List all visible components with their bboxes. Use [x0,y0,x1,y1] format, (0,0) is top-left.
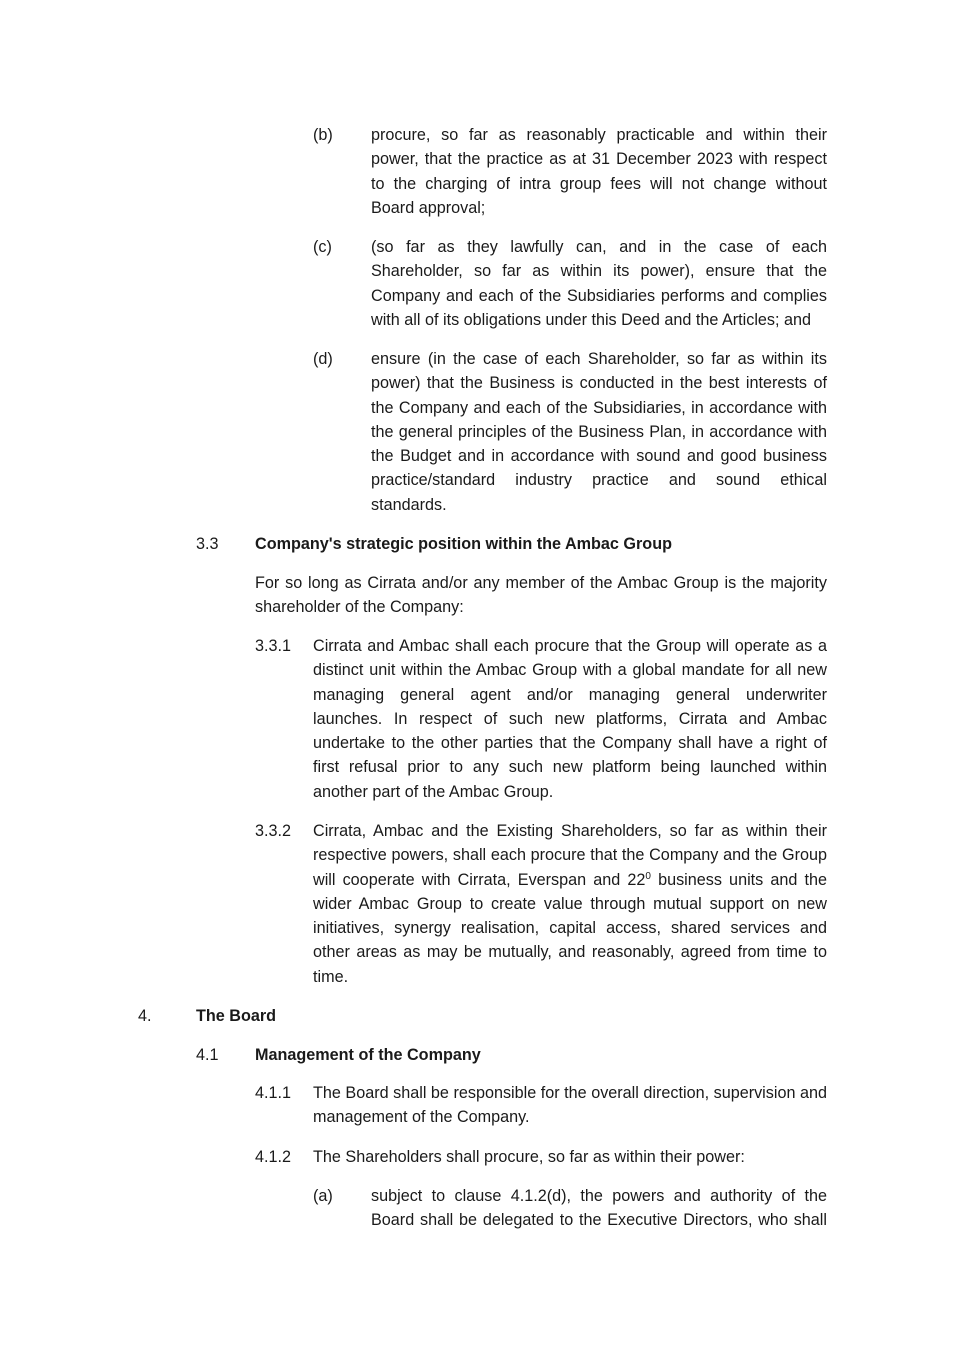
paragraph-text: The Board shall be responsible for the overall direction, supervision and management of the Company. [313,1084,827,1127]
paragraph-number: (a) [313,1187,333,1205]
paragraph-3-2-c [313,235,827,332]
paragraph-text: The Shareholders shall procure, so far as within their power: [313,1148,745,1166]
clause-number: 3.3.2 [255,822,292,840]
clause-heading: The Board [196,1007,277,1025]
paragraph-number: (d) [313,350,333,368]
clause-number: 3.3.1 [255,637,292,655]
paragraph-text: procure, so far as reasonably practicable and within their power, that the practice as at 31 December 2023 with respect to the charging of intra group fees will not change without Board approval; [371,126,827,217]
clause-4-heading [138,1004,827,1028]
clause-3-3-2 [255,819,827,989]
paragraph-text: subject to clause 4.1.2(d), the powers and authority of the Board shall be delegated to the Executive Directors, who shall [371,1187,827,1230]
paragraph-number: (c) [313,238,332,256]
text-after: business units and the wider Ambac Group to create value through mutual support on new initiatives, synergy realisation, capital access, shared services and other areas as may be mutually, and reasonably, agreed from time to time. [313,870,827,986]
paragraph-text: (so far as they lawfully can, and in the case of each Shareholder, so far as within its power), ensure that the Company and each of the Subsidiaries performs and complies with all of its obligations under this Deed and the Articles; and [371,238,827,329]
superscript: 0 [645,870,651,882]
clause-3-3-heading [196,532,827,556]
clause-number: 4.1.2 [255,1148,292,1166]
clause-number: 4.1.1 [255,1084,292,1102]
clause-4-1-heading [196,1043,827,1067]
clause-3-3-intro [255,571,827,620]
clause-heading: Company's strategic position within the Ambac Group [255,535,672,553]
paragraph-number: (b) [313,126,333,144]
clause-4-1-2 [255,1145,827,1169]
paragraph-text: For so long as Cirrata and/or any member of the Ambac Group is the majority shareholder of the Company: [255,574,827,617]
clause-number: 4.1 [196,1046,219,1064]
paragraph-3-2-d [313,347,827,517]
clause-4-1-1 [255,1081,827,1130]
paragraph-3-2-b [313,123,827,220]
paragraph-text: Cirrata and Ambac shall each procure that the Group will operate as a distinct unit within the Ambac Group with a global mandate for all new managing general agent and/or managing general underwriter launches. In respect of such new platforms, Cirrata and Ambac undertake to the other parties that the Company shall have a right of first refusal prior to any such new platform being launched within another part of the Ambac Group. [313,637,827,801]
paragraph-text [313,819,827,989]
paragraph-text: ensure (in the case of each Shareholder, so far as within its power) that the Business is conducted in the best interests of the Company and each of the Subsidiaries, in accordance with the general principles of the Business Plan, in accordance with the Budget and in accordance with sound and good business practice/standard industry practice and sound ethical standards. [371,350,827,514]
clause-heading: Management of the Company [255,1046,481,1064]
clause-number: 4. [138,1007,152,1025]
clause-number: 3.3 [196,535,219,553]
paragraph-4-1-2-a [313,1184,827,1233]
clause-3-3-1 [255,634,827,804]
text-before: Cirrata, Ambac and the Existing Shareholders, so far as within their respective powers, shall each procure that the Company and the Group will cooperate with Cirrata, Everspan and 22 [313,822,827,889]
